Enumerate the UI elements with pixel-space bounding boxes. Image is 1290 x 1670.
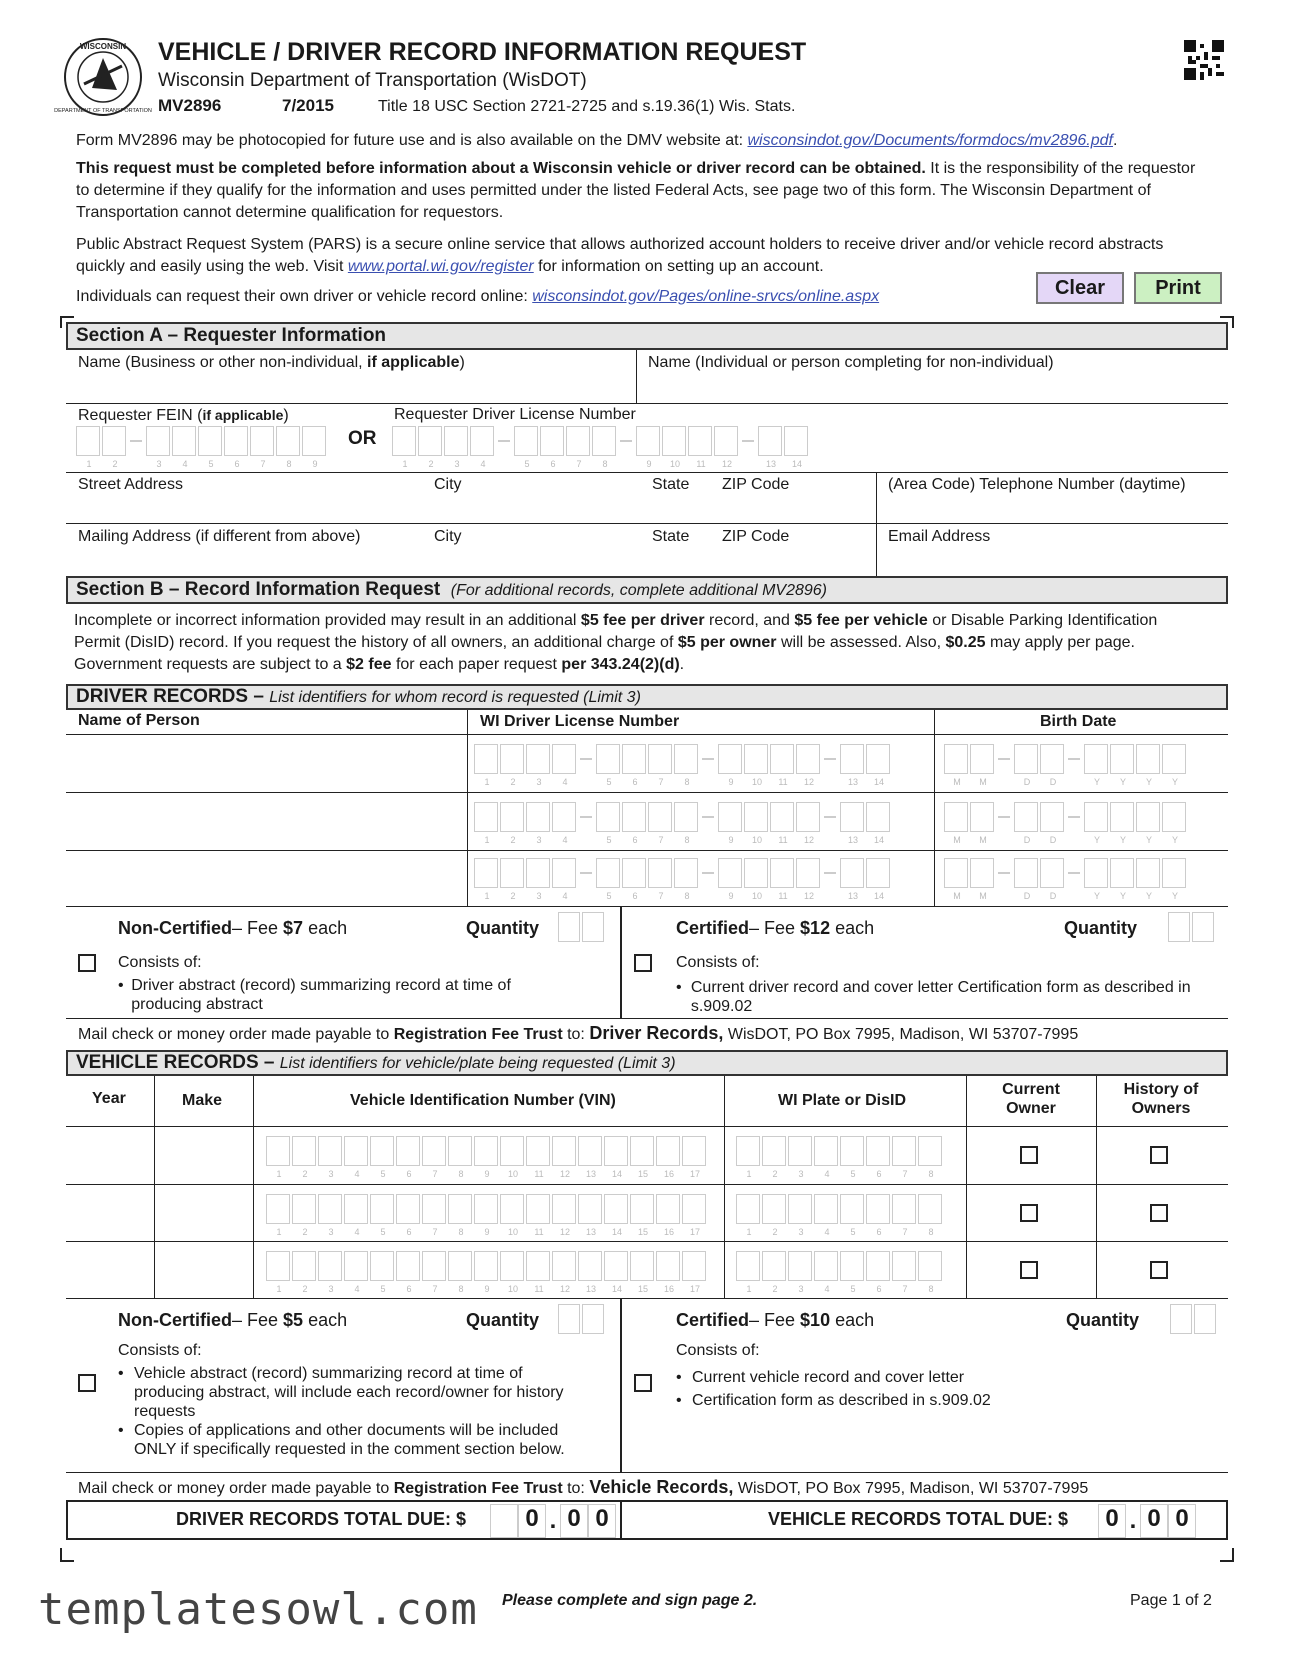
driver-cert-quantity-box-1[interactable]	[1168, 912, 1190, 942]
bullet-item: Certification form as described in s.909.02	[692, 1392, 991, 1409]
vehicle-total-whole: 0	[1098, 1504, 1126, 1538]
bullet-item: Current vehicle record and cover letter	[692, 1369, 965, 1386]
current-owner-checkbox-row-1[interactable]	[1020, 1146, 1038, 1164]
zip-label: ZIP Code	[722, 476, 790, 493]
phone-label: (Area Code) Telephone Number (daytime)	[888, 476, 1186, 493]
seal-top-text: WISCONSIN	[79, 42, 127, 51]
sign-page-2-note: Please complete and sign page 2.	[502, 1592, 758, 1609]
section-a-header: Section A – Requester Information	[66, 322, 1228, 350]
vehicle-records-header: VEHICLE RECORDS – List identifiers for vehicle/plate being requested (Limit 3)	[66, 1050, 1228, 1076]
qr-code	[1184, 40, 1224, 80]
vehicle-certified-checkbox[interactable]	[634, 1374, 652, 1392]
vehicle-noncert-quantity-box-1[interactable]	[558, 1304, 580, 1334]
business-name-label: Name (Business or other non-individual, if applicable)	[78, 354, 465, 371]
plate-input-row-2[interactable]: 1 2 3 4 5 6 7 8	[736, 1194, 944, 1224]
birth-date-input-row-1[interactable]: M M D D Y Y Y Y	[944, 744, 1188, 774]
requester-dl-label: Requester Driver License Number	[394, 406, 636, 423]
vin-input-row-3[interactable]: 1 2 3 4 5 6 7 8 9 10 11 12 13 14 15 16 17	[266, 1251, 708, 1281]
form-revision: 7/2015	[282, 96, 334, 115]
driver-total-field[interactable]	[490, 1504, 616, 1538]
birth-date-input-row-2[interactable]: M M D D Y Y Y Y	[944, 802, 1188, 832]
vehicle-certified-title: Certified– Fee $10 each	[676, 1310, 875, 1330]
print-button[interactable]: Print	[1134, 272, 1222, 304]
driver-total-whole: 0	[518, 1504, 546, 1538]
col-year: Year	[92, 1090, 126, 1107]
driver-license-input-row-3[interactable]: 1 2 3 4 5 6 7 8 9 10 11 12 13 14	[474, 858, 892, 888]
online-services-link[interactable]: wisconsindot.gov/Pages/online-srvcs/online.aspx	[532, 288, 880, 305]
vehicle-noncert-bullets: • Vehicle abstract (record) summarizing record at time of producing abstract, will include each record/owner for history requests • Copies of applications and other documents will be included ONLY if specifically requested in the comment section below.	[118, 1364, 588, 1459]
vehicle-cert-quantity-box-2[interactable]	[1194, 1304, 1216, 1334]
driver-noncertified-checkbox[interactable]	[78, 954, 96, 972]
mailing-city-label: City	[434, 528, 462, 545]
intro-paragraph-3: Public Abstract Request System (PARS) is a secure online service that allows authorized account holders to receive driver and/or vehicle record abstracts quickly and easily using the web. Visit www.portal.wi.gov/register for information on setting up an account.	[76, 236, 1164, 275]
intro-paragraph-2: This request must be completed before information about a Wisconsin vehicle or driver record can be obtained. It is the responsibility of the requestor to determine if they qualify for the information and uses permitted under the listed Federal Acts, see page two of this form. The Wisconsin Department of Transportation cannot determine qualification for requestors.	[76, 160, 1196, 221]
street-address-label: Street Address	[78, 476, 183, 493]
driver-noncert-consists: Consists of:	[118, 954, 202, 971]
vehicle-cert-consists: Consists of:	[676, 1342, 760, 1359]
vehicle-total-field[interactable]	[1098, 1504, 1196, 1538]
birth-date-input-row-3[interactable]: M M D D Y Y Y Y	[944, 858, 1188, 888]
vehicle-noncertified-title: Non-Certified– Fee $5 each	[118, 1310, 348, 1330]
driver-noncertified-title: Non-Certified– Fee $7 each	[118, 918, 348, 938]
vehicle-total-decimal: .	[1129, 1507, 1137, 1534]
history-owners-checkbox-row-1[interactable]	[1150, 1146, 1168, 1164]
vehicle-cert-bullets: • Current vehicle record and cover letter • Certification form as described in s.909.02	[676, 1366, 1216, 1412]
mailing-state-label: State	[652, 528, 690, 545]
vehicle-cert-quantity-box-1[interactable]	[1170, 1304, 1192, 1334]
driver-cert-quantity-label: Quantity	[1064, 918, 1138, 938]
vehicle-noncert-quantity-label: Quantity	[466, 1310, 540, 1330]
vehicle-total-cents-1: 0	[1140, 1504, 1168, 1538]
intro-paragraph-4: Individuals can request their own driver or vehicle record online: wisconsindot.gov/Pages/online-srvcs/online.aspx	[76, 288, 880, 305]
page-number: Page 1 of 2	[1130, 1592, 1212, 1609]
driver-total-decimal: .	[549, 1507, 557, 1534]
vehicle-total-cents-2: 0	[1168, 1504, 1196, 1538]
history-owners-checkbox-row-2[interactable]	[1150, 1204, 1168, 1222]
vehicle-noncert-quantity-box-2[interactable]	[582, 1304, 604, 1334]
individual-name-label: Name (Individual or person completing for non-individual)	[648, 354, 1054, 371]
wisdot-seal	[54, 36, 152, 118]
col-plate: WI Plate or DisID	[778, 1092, 907, 1109]
vehicle-noncert-consists: Consists of:	[118, 1342, 202, 1359]
col-vin: Vehicle Identification Number (VIN)	[350, 1092, 616, 1109]
mailing-zip-label: ZIP Code	[722, 528, 790, 545]
plate-input-row-3[interactable]: 1 2 3 4 5 6 7 8	[736, 1251, 944, 1281]
clear-button[interactable]: Clear	[1036, 272, 1124, 304]
vehicle-total-label: VEHICLE RECORDS TOTAL DUE: $	[768, 1509, 1069, 1529]
section-b-header: Section B – Record Information Request (For additional records, complete additional MV2896)	[66, 576, 1228, 604]
form-number: MV2896	[158, 96, 222, 115]
watermark: templatesowl.com	[38, 1584, 478, 1635]
email-label: Email Address	[888, 528, 991, 545]
form-pdf-link[interactable]: wisconsindot.gov/Documents/formdocs/mv2896.pdf	[747, 132, 1113, 149]
vehicle-cert-quantity-label: Quantity	[1066, 1310, 1140, 1330]
requester-dl-input[interactable]: 1 2 3 4 5 6 7 8 9 10 11 12 13 14	[392, 426, 810, 456]
driver-license-input-row-2[interactable]: 1 2 3 4 5 6 7 8 9 10 11 12 13 14	[474, 802, 892, 832]
or-label: OR	[348, 428, 377, 449]
col-wi-dl: WI Driver License Number	[480, 713, 680, 730]
current-owner-checkbox-row-3[interactable]	[1020, 1261, 1038, 1279]
seal-bottom-text: DEPARTMENT OF TRANSPORTATION	[54, 108, 152, 114]
vehicle-noncertified-checkbox[interactable]	[78, 1374, 96, 1392]
fein-label: Requester FEIN (if applicable)	[78, 407, 289, 424]
driver-cert-bullet: • Current driver record and cover letter Certification form as described in s.909.02	[676, 979, 1191, 1015]
fein-input[interactable]: 1 2 3 4 5 6 7 8 9	[76, 426, 328, 456]
driver-certified-checkbox[interactable]	[634, 954, 652, 972]
col-name-of-person: Name of Person	[78, 712, 200, 729]
driver-license-input-row-1[interactable]: 1 2 3 4 5 6 7 8 9 10 11 12 13 14	[474, 744, 892, 774]
driver-total-label: DRIVER RECORDS TOTAL DUE: $	[176, 1509, 467, 1529]
driver-mail-instructions: Mail check or money order made payable to Registration Fee Trust to: Driver Records, WisDOT, PO Box 7995, Madison, WI 53707-7995	[78, 1023, 1079, 1043]
intro-paragraph-1: Form MV2896 may be photocopied for future use and is also available on the DMV website at: wisconsindot.gov/Documents/formdocs/mv2896.pdf.	[76, 132, 1118, 149]
vin-input-row-2[interactable]: 1 2 3 4 5 6 7 8 9 10 11 12 13 14 15 16 17	[266, 1194, 708, 1224]
vin-input-row-1[interactable]: 1 2 3 4 5 6 7 8 9 10 11 12 13 14 15 16 17	[266, 1136, 708, 1166]
city-label: City	[434, 476, 462, 493]
col-make: Make	[182, 1092, 223, 1109]
driver-cert-consists: Consists of:	[676, 954, 760, 971]
vehicle-mail-instructions: Mail check or money order made payable to Registration Fee Trust to: Vehicle Records, WisDOT, PO Box 7995, Madison, WI 53707-7995	[78, 1477, 1089, 1497]
driver-noncert-quantity-label: Quantity	[466, 918, 540, 938]
driver-total-cents-1: 0	[560, 1504, 588, 1538]
bullet-item: Copies of applications and other documents will be included ONLY if specifically requested in the comment section below.	[134, 1422, 565, 1458]
fee-notice: Incomplete or incorrect information provided may result in an additional $5 fee per driver record, and $5 fee per vehicle or Disable Parking Identification Permit (DisID) record. If you request the history of all owners, an additional charge of $5 per owner will be assessed. Also, $0.25 may apply per page. Government requests are subject to a $2 fee for each paper request per 343.24(2)(d).	[74, 612, 1158, 673]
driver-records-header: DRIVER RECORDS – List identifiers for whom record is requested (Limit 3)	[66, 684, 1228, 710]
mailing-address-label: Mailing Address (if different from above)	[78, 528, 361, 545]
driver-noncert-quantity-box-1[interactable]	[558, 912, 580, 942]
form-title: VEHICLE / DRIVER RECORD INFORMATION REQUEST	[158, 38, 807, 66]
col-current-owner: Current Owner	[1002, 1081, 1060, 1117]
statute-reference: Title 18 USC Section 2721-2725 and s.19.36(1) Wis. Stats.	[378, 98, 796, 115]
driver-noncert-quantity-box-2[interactable]	[582, 912, 604, 942]
driver-noncert-bullet: • Driver abstract (record) summarizing record at time of producing abstract	[118, 977, 511, 1013]
col-history-owners: History of Owners	[1123, 1081, 1199, 1117]
col-birth-date: Birth Date	[1040, 713, 1117, 730]
driver-certified-title: Certified– Fee $12 each	[676, 918, 875, 938]
history-owners-checkbox-row-3[interactable]	[1150, 1261, 1168, 1279]
current-owner-checkbox-row-2[interactable]	[1020, 1204, 1038, 1222]
driver-cert-quantity-box-2[interactable]	[1192, 912, 1214, 942]
state-label: State	[652, 476, 690, 493]
bullet-item: Vehicle abstract (record) summarizing record at time of producing abstract, will include each record/owner for history requests	[134, 1365, 564, 1420]
driver-total-cents-2: 0	[588, 1504, 616, 1538]
plate-input-row-1[interactable]: 1 2 3 4 5 6 7 8	[736, 1136, 944, 1166]
agency-name: Wisconsin Department of Transportation (WisDOT)	[158, 70, 587, 91]
pars-register-link[interactable]: www.portal.wi.gov/register	[347, 258, 534, 275]
